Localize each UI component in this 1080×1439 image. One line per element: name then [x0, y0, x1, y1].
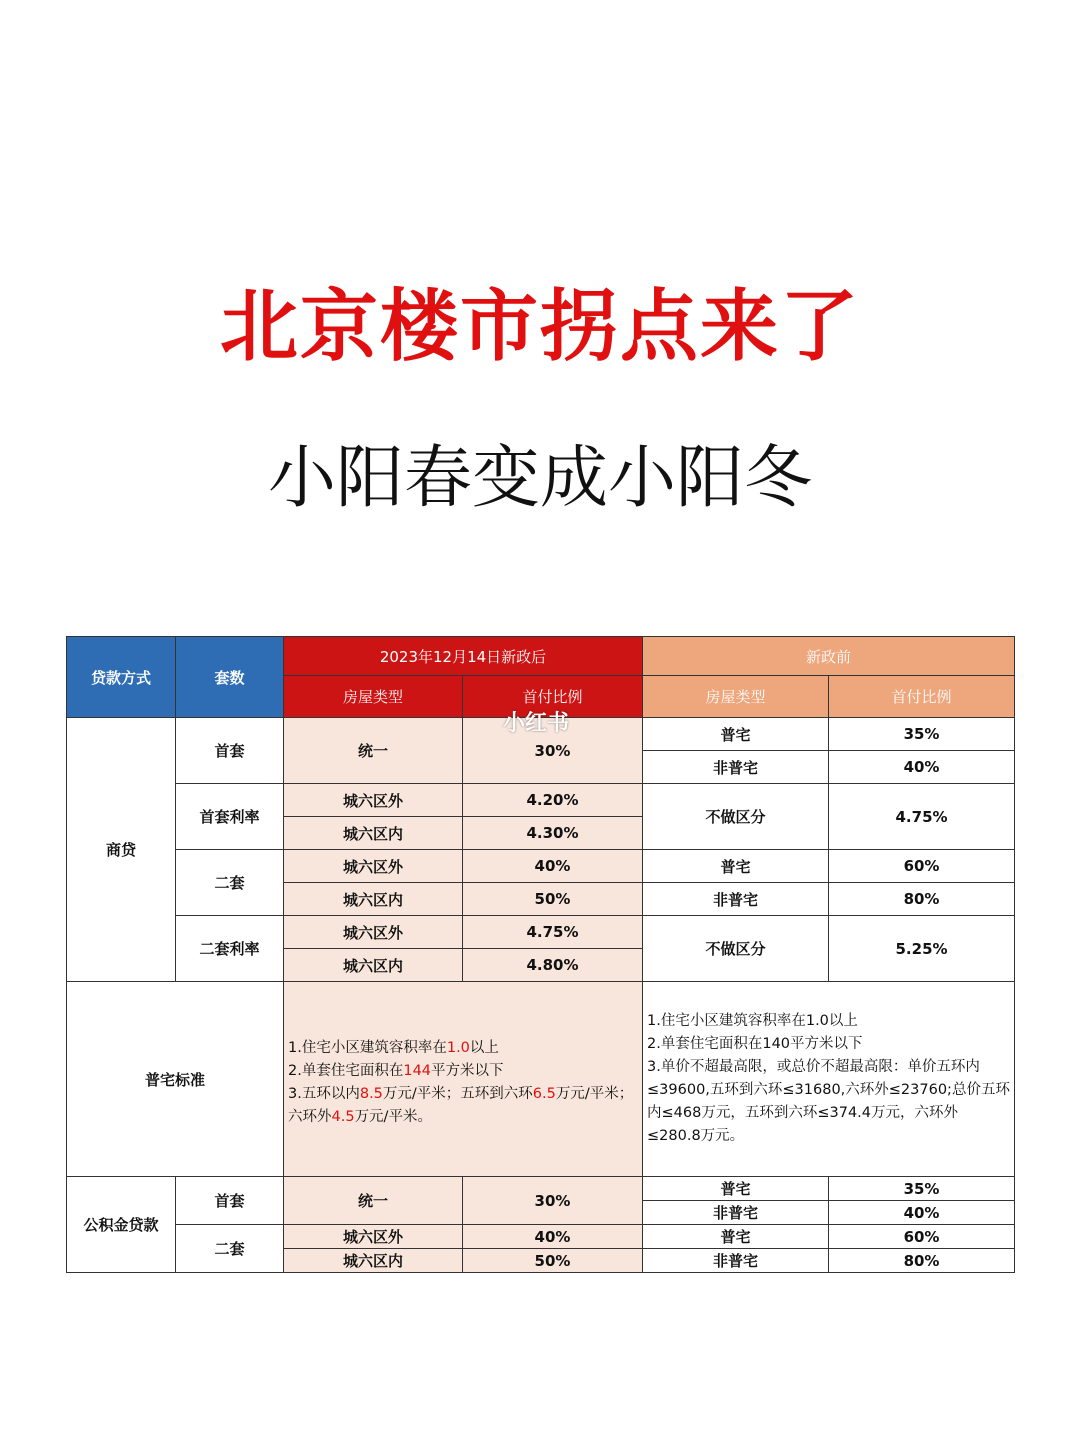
cell-new-ratio: 40% [463, 850, 643, 883]
cell-new-type: 统一 [284, 718, 463, 784]
page-title: 北京楼市拐点来了 [219, 282, 860, 372]
row-label-commercial: 商贷 [67, 718, 176, 982]
cell-new-ratio: 50% [463, 1249, 643, 1273]
cell-old-type: 非普宅 [643, 1201, 829, 1225]
standard-old-line-1: 1.住宅小区建筑容积率在1.0以上 [647, 1013, 858, 1029]
cell-old-ratio: 60% [829, 1225, 1015, 1249]
cell-old-ratio: 80% [829, 883, 1015, 916]
header-set-count: 套数 [176, 637, 284, 718]
row-label-first-set: 首套 [176, 718, 284, 784]
cell-new-ratio: 30% [463, 718, 643, 784]
standard-old-line-2: 2.单套住宅面积在140平方米以下 [647, 1036, 863, 1052]
cell-new-type: 城六区外 [284, 784, 463, 817]
header-new-down-ratio: 首付比例 [463, 676, 643, 718]
standard-new-line-3: 3.五环以内8.5万元/平米；五环到六环6.5万元/平米；六环外4.5万元/平米。 [288, 1086, 634, 1125]
cell-old-ratio: 4.75% [829, 784, 1015, 850]
standard-old-text [643, 982, 1015, 1177]
header-new-house-type: 房屋类型 [284, 676, 463, 718]
cell-old-type: 普宅 [643, 850, 829, 883]
page-subtitle: 小阳春变成小阳冬 [267, 439, 812, 518]
row-label-provident: 公积金贷款 [67, 1177, 176, 1273]
cell-new-type: 统一 [284, 1177, 463, 1225]
cell-new-type: 城六区外 [284, 850, 463, 883]
cell-new-type: 城六区内 [284, 817, 463, 850]
cell-new-type: 城六区外 [284, 916, 463, 949]
cell-new-type: 城六区内 [284, 1249, 463, 1273]
cell-old-type: 不做区分 [643, 784, 829, 850]
cell-new-ratio: 50% [463, 883, 643, 916]
cell-old-type: 非普宅 [643, 883, 829, 916]
cell-old-type: 非普宅 [643, 751, 829, 784]
cell-old-type: 普宅 [643, 1225, 829, 1249]
cell-old-ratio: 35% [829, 1177, 1015, 1201]
cell-new-ratio: 4.30% [463, 817, 643, 850]
cell-old-type: 普宅 [643, 1177, 829, 1201]
header-loan-type: 贷款方式 [67, 637, 176, 718]
watermark-logo: 小红书 [503, 711, 570, 736]
cell-new-ratio: 4.80% [463, 949, 643, 982]
row-label-second-set: 二套 [176, 850, 284, 916]
cell-new-ratio: 4.75% [463, 916, 643, 949]
cell-old-ratio: 35% [829, 718, 1015, 751]
header-old-house-type: 房屋类型 [643, 676, 829, 718]
row-label-first-set: 首套 [176, 1177, 284, 1225]
standard-new-text [284, 982, 643, 1177]
header-old-policy: 新政前 [643, 637, 1015, 676]
row-label-first-rate: 首套利率 [176, 784, 284, 850]
standard-old-line-3: 3.单价不超最高限，或总价不超最高限：单价五环内≤39600,五环到六环≤31680,六环外≤23760;总价五环内≤468万元，五环到六环≤374.4万元，六环外≤280.8万元。 [647, 1059, 1010, 1144]
cell-old-type: 非普宅 [643, 1249, 829, 1273]
cell-new-ratio: 4.20% [463, 784, 643, 817]
cell-old-ratio: 5.25% [829, 916, 1015, 982]
standard-new-line-2: 2.单套住宅面积在144平方米以下 [288, 1063, 504, 1079]
header-old-down-ratio: 首付比例 [829, 676, 1015, 718]
row-label-second-rate: 二套利率 [176, 916, 284, 982]
cell-new-type: 城六区内 [284, 949, 463, 982]
header-new-policy: 2023年12月14日新政后 [284, 637, 643, 676]
row-label-standard: 普宅标准 [67, 982, 284, 1177]
standard-new-line-1: 1.住宅小区建筑容积率在1.0以上 [288, 1040, 499, 1056]
cell-old-ratio: 40% [829, 751, 1015, 784]
cell-old-ratio: 80% [829, 1249, 1015, 1273]
cell-new-type: 城六区内 [284, 883, 463, 916]
row-label-second-set: 二套 [176, 1225, 284, 1273]
cell-old-ratio: 40% [829, 1201, 1015, 1225]
cell-old-type: 普宅 [643, 718, 829, 751]
cell-new-ratio: 40% [463, 1225, 643, 1249]
cell-new-type: 城六区外 [284, 1225, 463, 1249]
cell-old-ratio: 60% [829, 850, 1015, 883]
cell-new-ratio: 30% [463, 1177, 643, 1225]
cell-old-type: 不做区分 [643, 916, 829, 982]
